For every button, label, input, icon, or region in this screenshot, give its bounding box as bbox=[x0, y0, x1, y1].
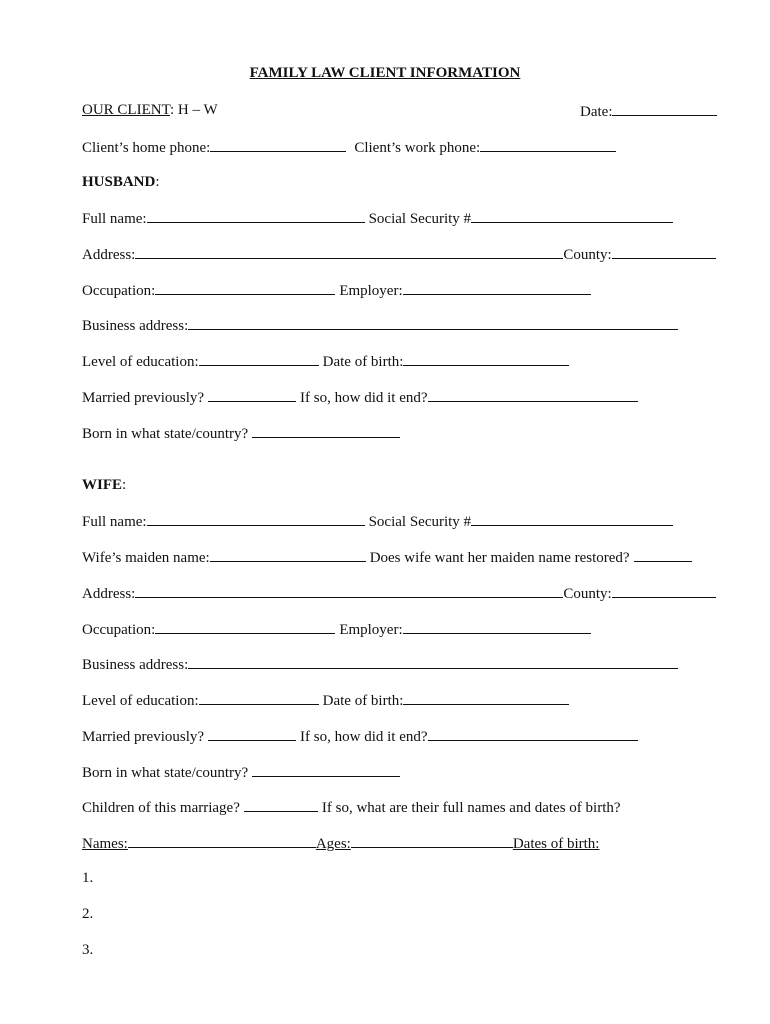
wife-how-end-field[interactable] bbox=[428, 726, 638, 741]
wife-occupation-row bbox=[82, 619, 591, 639]
husband-how-end-label: If so, how did it end? bbox=[300, 390, 428, 406]
husband-married-row bbox=[82, 387, 638, 407]
child-item-2: 2. bbox=[82, 906, 94, 922]
ages-header: Ages: bbox=[315, 836, 351, 852]
wife-employer-label: Employer: bbox=[339, 622, 403, 638]
wife-restore-label: Does wife want her maiden name restored? bbox=[369, 550, 630, 566]
wife-born-field[interactable] bbox=[252, 762, 400, 777]
wife-dob-field[interactable] bbox=[403, 690, 569, 705]
wife-county-field[interactable] bbox=[612, 583, 716, 598]
husband-education-row bbox=[82, 351, 569, 371]
husband-employer-label: Employer: bbox=[339, 283, 403, 299]
wife-address-row bbox=[82, 583, 716, 603]
husband-business-field[interactable] bbox=[188, 315, 678, 330]
our-client-label: OUR CLIENT bbox=[82, 102, 170, 118]
our-client-value: : H – W bbox=[170, 102, 218, 118]
husband-education-label: Level of education: bbox=[82, 354, 199, 370]
husband-dob-field[interactable] bbox=[403, 351, 569, 366]
husband-address-row bbox=[82, 244, 716, 264]
children-count-field[interactable] bbox=[244, 797, 318, 812]
work-phone-label: Client’s work phone: bbox=[354, 140, 481, 156]
wife-heading: WIFE: bbox=[82, 477, 127, 493]
children-question-label: Children of this marriage? bbox=[82, 800, 240, 816]
wife-how-end-label: If so, how did it end? bbox=[300, 729, 428, 745]
wife-dob-label: Date of birth: bbox=[322, 693, 404, 709]
work-phone-field[interactable] bbox=[480, 137, 616, 152]
husband-county-field[interactable] bbox=[612, 244, 716, 259]
wife-business-field[interactable] bbox=[188, 654, 678, 669]
names-header: Names: bbox=[82, 836, 128, 852]
husband-name-row bbox=[82, 208, 673, 228]
wife-restore-field[interactable] bbox=[634, 547, 692, 562]
husband-born-field[interactable] bbox=[252, 423, 400, 438]
wife-married-label: Married previously? bbox=[82, 729, 205, 745]
husband-how-end-field[interactable] bbox=[428, 387, 638, 402]
wife-married-field[interactable] bbox=[208, 726, 296, 741]
wife-maiden-field[interactable] bbox=[210, 547, 366, 562]
date-row bbox=[580, 101, 717, 121]
wife-business-row bbox=[82, 654, 678, 674]
wife-occupation-field[interactable] bbox=[155, 619, 335, 634]
home-phone-label: Client’s home phone: bbox=[82, 140, 211, 156]
wife-employer-field[interactable] bbox=[403, 619, 591, 634]
husband-dob-label: Date of birth: bbox=[322, 354, 404, 370]
wife-education-label: Level of education: bbox=[82, 693, 199, 709]
wife-business-label: Business address: bbox=[82, 657, 189, 673]
husband-full-name-field[interactable] bbox=[147, 208, 365, 223]
wife-full-name-field[interactable] bbox=[147, 511, 365, 526]
husband-ssn-field[interactable] bbox=[471, 208, 673, 223]
husband-born-label: Born in what state/country? bbox=[82, 426, 249, 442]
husband-married-label: Married previously? bbox=[82, 390, 205, 406]
wife-address-field[interactable] bbox=[135, 583, 563, 598]
children-followup-label: If so, what are their full names and dates of birth? bbox=[321, 800, 621, 816]
wife-ssn-label: Social Security # bbox=[368, 514, 472, 530]
wife-education-field[interactable] bbox=[199, 690, 319, 705]
wife-full-name-label: Full name: bbox=[82, 514, 147, 530]
wife-county-label: County: bbox=[563, 586, 612, 602]
our-client-row bbox=[82, 101, 218, 119]
husband-occupation-field[interactable] bbox=[155, 280, 335, 295]
husband-occupation-label: Occupation: bbox=[82, 283, 156, 299]
child-item-3: 3. bbox=[82, 942, 94, 958]
wife-born-label: Born in what state/country? bbox=[82, 765, 249, 781]
husband-address-field[interactable] bbox=[135, 244, 563, 259]
husband-county-label: County: bbox=[563, 247, 612, 263]
husband-employer-field[interactable] bbox=[403, 280, 591, 295]
husband-education-field[interactable] bbox=[199, 351, 319, 366]
husband-address-label: Address: bbox=[82, 247, 136, 263]
husband-heading: HUSBAND: bbox=[82, 174, 160, 190]
husband-business-row bbox=[82, 315, 678, 335]
husband-business-label: Business address: bbox=[82, 318, 189, 334]
children-row bbox=[82, 797, 621, 817]
husband-ssn-label: Social Security # bbox=[368, 211, 472, 227]
wife-address-label: Address: bbox=[82, 586, 136, 602]
child-item-1: 1. bbox=[82, 870, 94, 886]
wife-maiden-label: Wife’s maiden name: bbox=[82, 550, 210, 566]
wife-married-row bbox=[82, 726, 638, 746]
husband-full-name-label: Full name: bbox=[82, 211, 147, 227]
dob-header: Dates of birth: bbox=[512, 836, 600, 852]
wife-name-row bbox=[82, 511, 673, 531]
husband-occupation-row bbox=[82, 280, 591, 300]
wife-born-row bbox=[82, 762, 400, 782]
phone-row bbox=[82, 137, 616, 157]
home-phone-field[interactable] bbox=[210, 137, 346, 152]
page-title: FAMILY LAW CLIENT INFORMATION bbox=[249, 65, 521, 81]
husband-born-row bbox=[82, 423, 400, 443]
wife-occupation-label: Occupation: bbox=[82, 622, 156, 638]
husband-married-field[interactable] bbox=[208, 387, 296, 402]
wife-ssn-field[interactable] bbox=[471, 511, 673, 526]
date-label: Date: bbox=[580, 104, 613, 120]
wife-maiden-row bbox=[82, 547, 692, 567]
wife-education-row bbox=[82, 690, 569, 710]
date-field[interactable] bbox=[612, 101, 717, 116]
children-header-row bbox=[82, 833, 599, 853]
